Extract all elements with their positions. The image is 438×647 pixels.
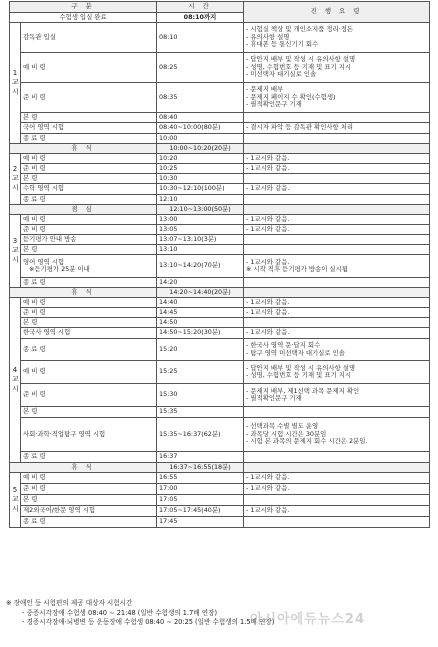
table-row (10, 23, 430, 53)
table-row (10, 308, 430, 318)
row-label: 본 령 (21, 407, 157, 418)
row-label: 준 비 령 (21, 83, 157, 113)
row-time: 14:50 (157, 318, 244, 328)
exam-schedule-table (9, 1, 430, 528)
footer-note-line-1: - 중증시각장애 수험생 08:40 ∼ 21:48 (일반 수험생의 1.7배 연장) (22, 608, 218, 617)
break-label: 휴 식 (10, 288, 157, 298)
row-label: 준 비 령 (21, 384, 157, 407)
break-time: 14:20∼14:40(20분) (157, 288, 244, 298)
row-time: 10:30 (157, 174, 244, 184)
lunch-label: 점 심 (10, 205, 157, 215)
table-row (10, 452, 430, 463)
row-time: 17:05 (157, 495, 244, 506)
row-time: 10:00 (157, 134, 244, 144)
row-label: 수학 영역 시험 (21, 184, 157, 195)
table-row (10, 506, 430, 517)
row-time: 17:05∼17:45(40분) (157, 506, 244, 517)
row-time: 08:40 (157, 113, 244, 123)
table-row (10, 473, 430, 484)
row-label: 예 비 령 (21, 53, 157, 83)
footer-note-title: ※ 장애인 등 시험편의 제공 대상자 시험시간 (6, 599, 133, 607)
row-time: 15:25 (157, 361, 244, 384)
table-row (10, 225, 430, 235)
row-notes: - 1교시와 같음. (244, 215, 430, 225)
row-label: 감독관 입실 (21, 23, 157, 53)
row-time: 15:35 (157, 407, 244, 418)
row-time: 13:00 (157, 215, 244, 225)
row-label: 국어 영역 시험 (21, 123, 157, 134)
row-time: 16:55 (157, 473, 244, 484)
table-row (10, 164, 430, 174)
table-row (10, 123, 430, 134)
row-label: 제2외국어/한문 영역 시험 (21, 506, 157, 517)
table-row (10, 235, 430, 245)
row-label: 본 령 (21, 495, 157, 506)
table-row (10, 53, 430, 83)
row-time: 17:00 (157, 484, 244, 495)
footer-note-line-2: - 경증시각장애·뇌병변 등 운동장애 수험생 08:40 ∼ 20:25 (일반 수험생의 1.5배 연장) (22, 618, 275, 627)
row-time: 08:25 (157, 53, 244, 83)
break-label: 휴 식 (10, 144, 157, 154)
lunch-row (10, 205, 430, 215)
table-row (10, 298, 430, 308)
entry-time: 08:10까지 (157, 13, 244, 23)
table-row (10, 418, 430, 452)
table-row (10, 339, 430, 361)
break-row (10, 144, 430, 154)
row-notes: - 1교시와 같음. (244, 225, 430, 235)
row-time: 15:35∼16:37(62분) (157, 418, 244, 452)
row-time: 08:40∼10:00(80분) (157, 123, 244, 134)
table-row (10, 255, 430, 278)
row-time: 14:50∼15:20(30분) (157, 328, 244, 339)
row-label: 종 료 령 (21, 339, 157, 361)
row-notes: - 결시자 파악 등 감독관 확인사항 처리 (244, 123, 430, 134)
break-label: 휴 식 (10, 463, 157, 473)
row-time: 08:35 (157, 83, 244, 113)
row-label: 영어 영역 시험 ※듣기평가 25분 이내 (21, 255, 157, 278)
break-time: 16:37∼16:55(18분) (157, 463, 244, 473)
row-notes: - 1교시와 같음. (244, 506, 430, 517)
row-time: 13:10 (157, 245, 244, 255)
row-label: 사회·과학·직업탐구 영역 시험 (21, 418, 157, 452)
row-label: 종 료 령 (21, 517, 157, 528)
table-row (10, 278, 430, 288)
table-row (10, 384, 430, 407)
table-row (10, 195, 430, 205)
row-notes: - 1교시와 같음. ※ 시작 직후 듣기평가 방송이 실시됨 (244, 255, 430, 278)
row-label: 준 비 령 (21, 484, 157, 495)
row-notes: - 1교시와 같음. (244, 184, 430, 195)
period-4-label: 4 교 시 (10, 298, 21, 463)
row-time: 08:10 (157, 23, 244, 53)
row-time: 17:45 (157, 517, 244, 528)
row-label: 본 령 (21, 318, 157, 328)
period-2-label: 2 교 시 (10, 154, 21, 205)
lunch-time: 12:10∼13:00(50분) (157, 205, 244, 215)
row-notes: - 1교시와 같음. (244, 164, 430, 174)
row-notes: - 문제지 배부 - 문제지 페이지 수 확인(수험생) - 필적확인문구 기재 (244, 83, 430, 113)
row-notes: - 1교시와 같음. (244, 473, 430, 484)
table-row (10, 113, 430, 123)
row-time: 14:45 (157, 308, 244, 318)
row-notes: - 한국사 영역 문·답지 회수 - 탐구 영역 미선택자 대기실로 인솔 (244, 339, 430, 361)
row-label: 예 비 령 (21, 298, 157, 308)
row-time: 10:30∼12:10(100분) (157, 184, 244, 195)
row-time: 15:20 (157, 339, 244, 361)
row-time: 14:20 (157, 278, 244, 288)
table-row (10, 174, 430, 184)
table-row (10, 484, 430, 495)
period-5-label: 5 교 시 (10, 473, 21, 528)
row-notes: - 1교시와 같음. (244, 298, 430, 308)
row-label: 준 비 령 (21, 164, 157, 174)
row-notes: - 1교시와 같음. (244, 328, 430, 339)
row-label: 예 비 령 (21, 473, 157, 484)
table-row (10, 495, 430, 506)
row-label: 예 비 령 (21, 154, 157, 164)
row-time: 12:10 (157, 195, 244, 205)
row-notes: - 답안지 배부 및 작성 시 유의사항 설명 - 성명, 수험번호 등 기재 및 표기 지시 - 미선택자 대기실로 인솔 (244, 53, 430, 83)
row-notes: - 선택과목 수별 별도 운영 - 과목당 시험 시간은 30분임 - 시험 본 과목의 문제지 회수 시간은 2분임. (244, 418, 430, 452)
row-label: 종 료 령 (21, 278, 157, 288)
table-row (10, 83, 430, 113)
row-time: 14:40 (157, 298, 244, 308)
period-1-label: 1 교 시 (10, 23, 21, 144)
row-notes: - 1교시와 같음. (244, 154, 430, 164)
row-label: 종 료 령 (21, 195, 157, 205)
row-label: 본 령 (21, 245, 157, 255)
row-label: 준 비 령 (21, 225, 157, 235)
table-row (10, 328, 430, 339)
row-time: 10:25 (157, 164, 244, 174)
table-row (10, 154, 430, 164)
break-row (10, 463, 430, 473)
header-category: 구 분 (10, 2, 157, 13)
break-row (10, 288, 430, 298)
row-time: 13:05 (157, 225, 244, 235)
table-row (10, 318, 430, 328)
row-time: 15:30 (157, 384, 244, 407)
table-row (10, 361, 430, 384)
row-label: 종 료 령 (21, 134, 157, 144)
footer-notes (6, 599, 434, 628)
row-time: 13:10∼14:20(70분) (157, 255, 244, 278)
watermark: 아시아에듀뉴스24 (250, 612, 365, 627)
row-notes: - 답안지 배부 및 작성 시 유의사항 설명 - 성명, 수험번호 등 기재 및 표기 지시 (244, 361, 430, 384)
break-time: 10:00∼10:20(20분) (157, 144, 244, 154)
table-row (10, 517, 430, 528)
row-label: 종 료 령 (21, 452, 157, 463)
header-notes: 진 행 요 령 (244, 2, 430, 23)
row-label: 본 령 (21, 174, 157, 184)
table-row (10, 184, 430, 195)
header-time: 시 간 (157, 2, 244, 13)
row-label: 한국사 영역 시험 (21, 328, 157, 339)
table-row (10, 407, 430, 418)
row-label: 준 비 령 (21, 308, 157, 318)
row-notes: - 1교시와 같음. (244, 308, 430, 318)
table-row (10, 134, 430, 144)
row-notes: - 문제지 배부, 제1선택 과목 문제지 확인 - 필적확인문구 기재 (244, 384, 430, 407)
row-label: 예 비 령 (21, 361, 157, 384)
table-row (10, 245, 430, 255)
row-label: 듣기평가 안내 방송 (21, 235, 157, 245)
row-label: 예 비 령 (21, 215, 157, 225)
row-label: 본 령 (21, 113, 157, 123)
table-row (10, 215, 430, 225)
period-3-label: 3 교 시 (10, 215, 21, 288)
row-time: 10:20 (157, 154, 244, 164)
row-notes: - 시험실 책상 및 개인소지품 정리·정돈 - 유의사항 설명 - 휴대폰 등 통신기기 회수 (244, 23, 430, 53)
entry-label: 수험생 입실 완료 (10, 13, 157, 23)
row-time: 16:37 (157, 452, 244, 463)
row-time: 13:07∼13:10(3분) (157, 235, 244, 245)
row-notes: - 1교시와 같음. (244, 484, 430, 495)
